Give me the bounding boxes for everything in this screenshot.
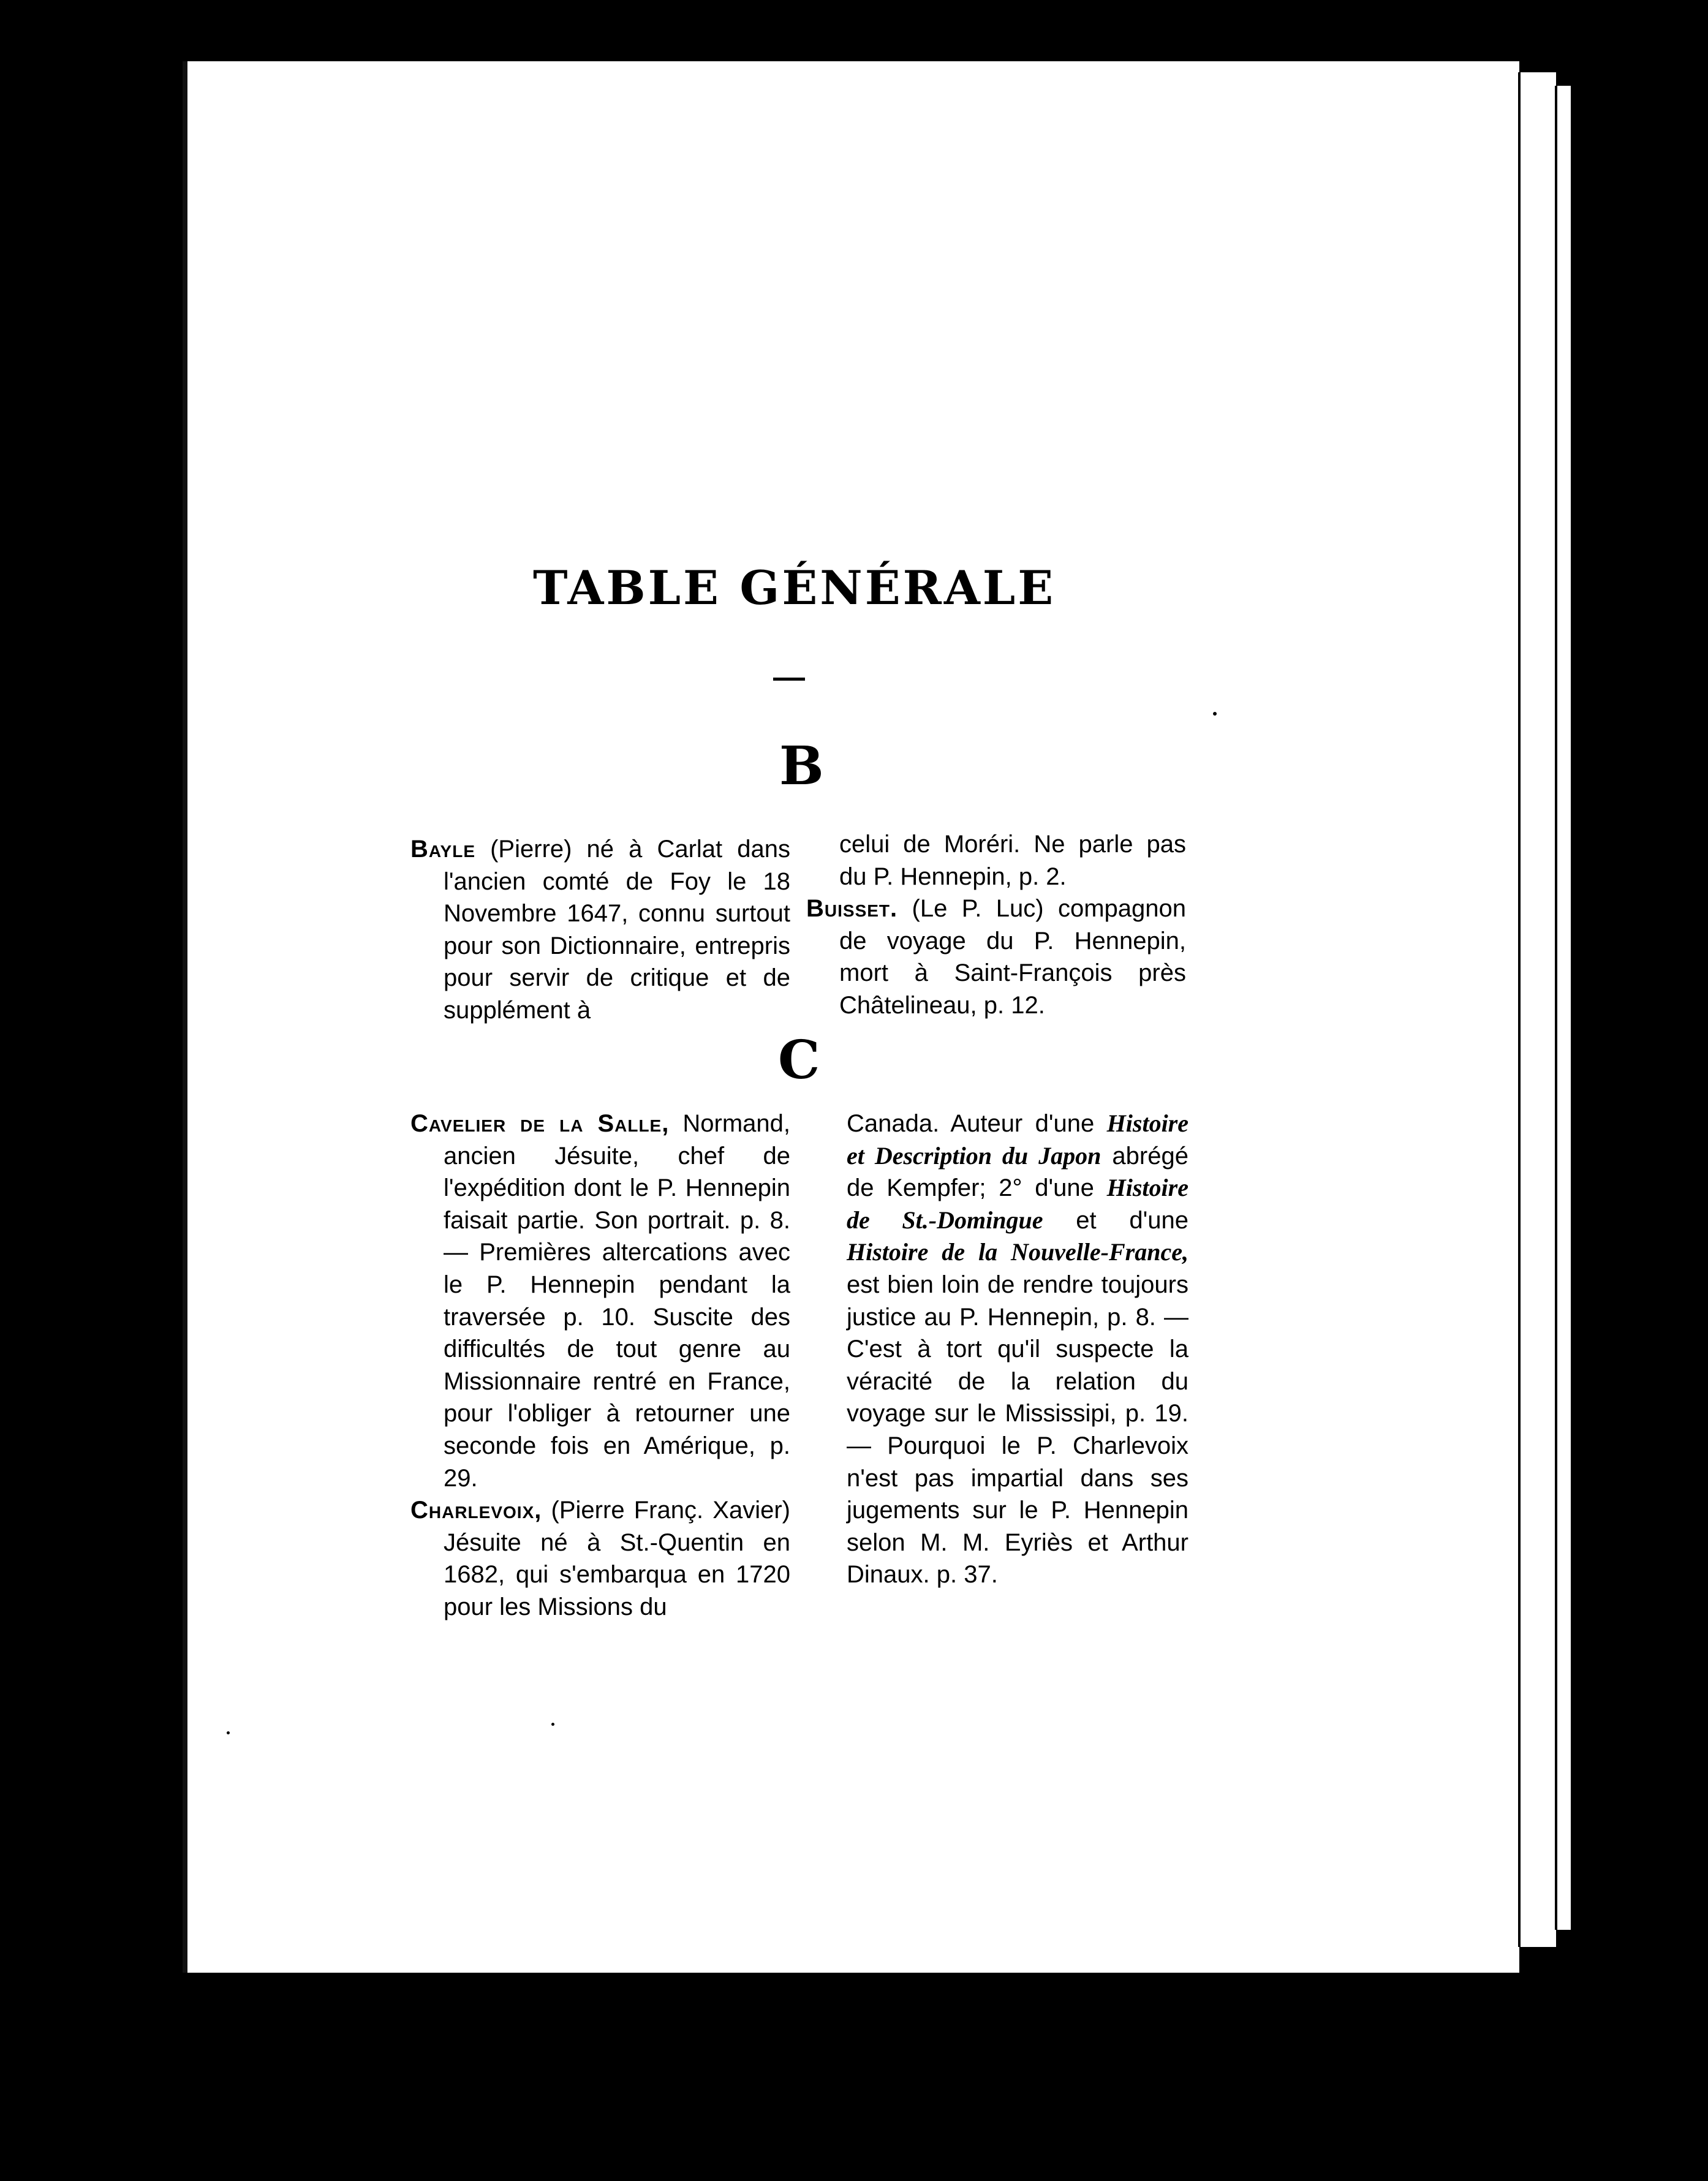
charlevoix-cont-4: est bien loin de rendre toujours justice au P. Hennepin, p. 8. — C'est à tort qu'il suspecte la véracité de la relation du voyage sur le Mississipi, p. 19. — Pourquoi le P. Charlevoix n'est pas impartial dans ses jugements sur le P. Hennepin selon M. M. Eyriès et Arthur Dinaux. p. 37. xyxy=(847,1271,1188,1589)
entry-continuation-bayle: celui de Moréri. Ne parle pas du P. Hennepin, p. 2. xyxy=(839,831,1186,890)
index-entry-buisset xyxy=(806,893,1186,1021)
charlevoix-cont-2: abrégé de Kempfer; 2° d'une xyxy=(847,1142,1188,1202)
page-edge-behind-2 xyxy=(1556,86,1571,1930)
index-entry-charlevoix xyxy=(410,1494,790,1623)
page-edge-line xyxy=(1518,72,1521,1947)
scan-speck xyxy=(1213,712,1217,716)
entry-head-charlevoix: Charlevoix, xyxy=(410,1497,542,1524)
charlevoix-title-japon: Histoire et Description du Japon xyxy=(847,1109,1188,1170)
entry-head-buisset: Buisset. xyxy=(806,895,898,923)
charlevoix-title-nouvelle-france: Histoire de la Nouvelle-France, xyxy=(847,1238,1188,1266)
entry-text-charlevoix: (Pierre Franç. Xavier) Jésuite né à St.-Quentin en 1682, qui s'embarqua en 1720 pour les Missions du xyxy=(444,1497,790,1620)
section-letter-c: C xyxy=(778,1029,820,1091)
scan-speck xyxy=(227,1731,230,1734)
entry-head-cavelier: Cavelier de la Salle, xyxy=(410,1110,670,1137)
entry-text-bayle: (Pierre) né à Carlat dans l'ancien comté de Foy le 18 Novembre 1647, connu surtout pour son Dictionnaire, entrepris pour servir de critique et de supplément à xyxy=(444,836,791,1024)
entry-continuation-charlevoix xyxy=(847,1108,1188,1591)
charlevoix-title-domingue: Histoire de St.-Domingue xyxy=(847,1174,1188,1234)
page-spine-shadow xyxy=(183,61,187,1973)
entry-text-buisset: (Le P. Luc) compagnon de voyage du P. Hennepin, mort à Saint-François près Châtelineau, p. 12. xyxy=(839,895,1186,1019)
title-rule xyxy=(773,678,805,681)
entry-text-cavelier: Normand, ancien Jésuite, chef de l'expédition dont le P. Hennepin faisait partie. Son portrait. p. 8. — Premières altercations avec le P. Hennepin pendant la traversée p. 10. Suscite des difficultés de tout genre au Missionnaire rentré en France, pour l'obliger à retourner une seconde fois en Amérique, p. 29. xyxy=(444,1110,790,1492)
section-letter-b: B xyxy=(779,735,824,797)
index-entry-cavelier xyxy=(410,1108,790,1494)
index-entry-bayle xyxy=(410,833,790,1027)
page-title: TABLE GÉNÉRALE xyxy=(533,561,1056,615)
column-b-right xyxy=(806,828,1186,1022)
charlevoix-cont-1: Canada. Auteur d'une xyxy=(847,1110,1095,1137)
column-b-left xyxy=(410,833,790,1027)
entry-head-bayle: Bayle xyxy=(410,836,475,863)
column-c-right xyxy=(847,1108,1188,1591)
scan-speck xyxy=(551,1723,554,1726)
page-edge-line-2 xyxy=(1555,86,1557,1930)
page-edge-behind xyxy=(1519,72,1556,1947)
column-c-left xyxy=(410,1108,790,1623)
charlevoix-cont-3: et d'une xyxy=(1076,1206,1189,1234)
